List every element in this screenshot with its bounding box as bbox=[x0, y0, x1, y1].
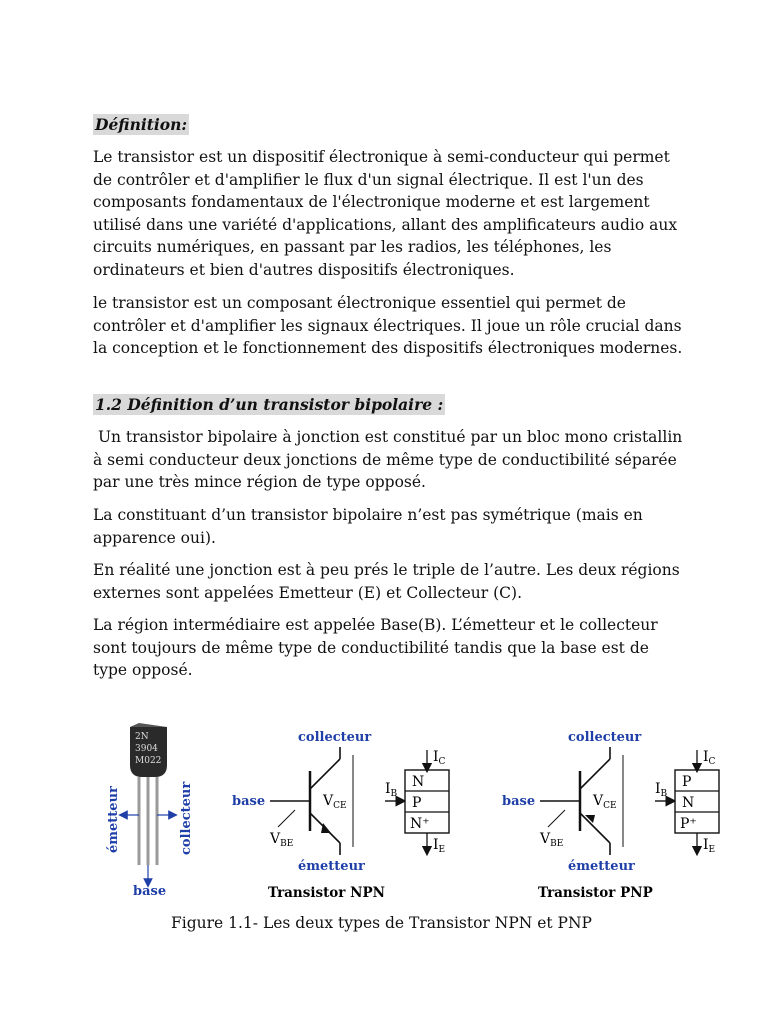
bipolar-paragraph-2: La constituant d’un transistor bipolaire n’est pas symétrique (mais en apparence oui). bbox=[93, 506, 643, 547]
pnp-diagram bbox=[502, 730, 719, 901]
pnp-label-collector: collecteur bbox=[568, 730, 642, 745]
pnp-ib-label: $I_B$ bbox=[655, 781, 668, 799]
pnp-layer-3: P⁺ bbox=[680, 816, 697, 832]
transistor-package-illustration bbox=[106, 723, 194, 899]
pnp-emitter-wire bbox=[580, 813, 610, 843]
npn-diagram bbox=[232, 730, 449, 901]
npn-layer-1: N bbox=[412, 774, 425, 790]
npn-vce-label: $V_{CE}$ bbox=[323, 793, 347, 811]
package-top bbox=[130, 723, 167, 727]
pnp-ic-label: $I_C$ bbox=[703, 749, 716, 767]
npn-label-emitter: émetteur bbox=[298, 859, 365, 874]
pnp-layer-1: P bbox=[682, 774, 692, 790]
npn-layer-3: N⁺ bbox=[410, 816, 430, 832]
pnp-label-base: base bbox=[502, 794, 536, 809]
npn-vbe-line bbox=[278, 810, 295, 827]
bipolar-heading: 1.2 Définition d’un transistor bipolaire : bbox=[95, 395, 444, 414]
npn-ib-label: $I_B$ bbox=[385, 781, 398, 799]
pnp-vbe-label: $V_{BE}$ bbox=[540, 831, 564, 849]
package-label-emitter: émetteur bbox=[106, 786, 121, 853]
definition-paragraph-2: le transistor est un composant électronique essentiel qui permet de contrôler et d'amplifier les signaux électriques. Il joue un rôle crucial dans la conception et le fonctionnement des dispositifs électroniques modernes. bbox=[93, 294, 683, 358]
figure-caption: Figure 1.1- Les deux types de Transistor NPN et PNP bbox=[171, 914, 592, 932]
package-marking-2: 3904 bbox=[135, 744, 158, 754]
npn-title: Transistor NPN bbox=[268, 885, 385, 901]
transistor-figure bbox=[95, 715, 735, 910]
npn-vbe-label: $V_{BE}$ bbox=[270, 831, 294, 849]
bipolar-paragraph-1: Un transistor bipolaire à jonction est constitué par un bloc mono cristallin à semi conducteur deux jonctions de même type de conductibilité séparée par une très mince région de type opposé. bbox=[93, 428, 688, 492]
bipolar-paragraph-4: La région intermédiaire est appelée Base(B). L’émetteur et le collecteur sont toujours de même type de conductibilité tandis que la base est de type opposé. bbox=[93, 616, 658, 680]
definition-heading: Définition: bbox=[95, 115, 188, 134]
package-marking-1: 2N bbox=[135, 732, 149, 742]
pnp-layer-2: N bbox=[682, 795, 695, 811]
package-label-collector: collecteur bbox=[179, 781, 194, 855]
pnp-ie-label: $I_E$ bbox=[703, 837, 716, 855]
pnp-vce-label: $V_{CE}$ bbox=[593, 793, 617, 811]
npn-label-base: base bbox=[232, 794, 266, 809]
definition-heading-wrap bbox=[93, 114, 683, 135]
pnp-title: Transistor PNP bbox=[538, 885, 653, 901]
bipolar-heading-wrap bbox=[93, 394, 683, 415]
pnp-collector-wire bbox=[580, 759, 610, 789]
npn-label-collector: collecteur bbox=[298, 730, 372, 745]
package-label-base: base bbox=[133, 884, 167, 899]
pnp-label-emitter: émetteur bbox=[568, 859, 635, 874]
definition-paragraph-1: Le transistor est un dispositif électronique à semi-conducteur qui permet de contrôler et d'amplifier le flux d'un signal électrique. Il est l'un des composants fondamentaux de l'électronique moderne et est largement utilisé dans une variété d'applications, allant des amplificateurs audio aux circuits numériques, en passant par les radios, les téléphones, les ordinateurs et bien d'autres dispositifs électroniques. bbox=[93, 148, 678, 279]
npn-layer-2: P bbox=[412, 795, 422, 811]
package-marking-3: M022 bbox=[135, 756, 162, 766]
bipolar-paragraph-3: En réalité une jonction est à peu prés le triple de l’autre. Les deux régions externes sont appelées Emetteur (E) et Collecteur (C). bbox=[93, 561, 680, 602]
npn-ic-label: $I_C$ bbox=[433, 749, 446, 767]
pnp-vbe-line bbox=[548, 810, 565, 827]
npn-ie-label: $I_E$ bbox=[433, 837, 446, 855]
npn-collector-wire bbox=[310, 759, 340, 789]
transistor-figure-svg bbox=[95, 715, 735, 910]
